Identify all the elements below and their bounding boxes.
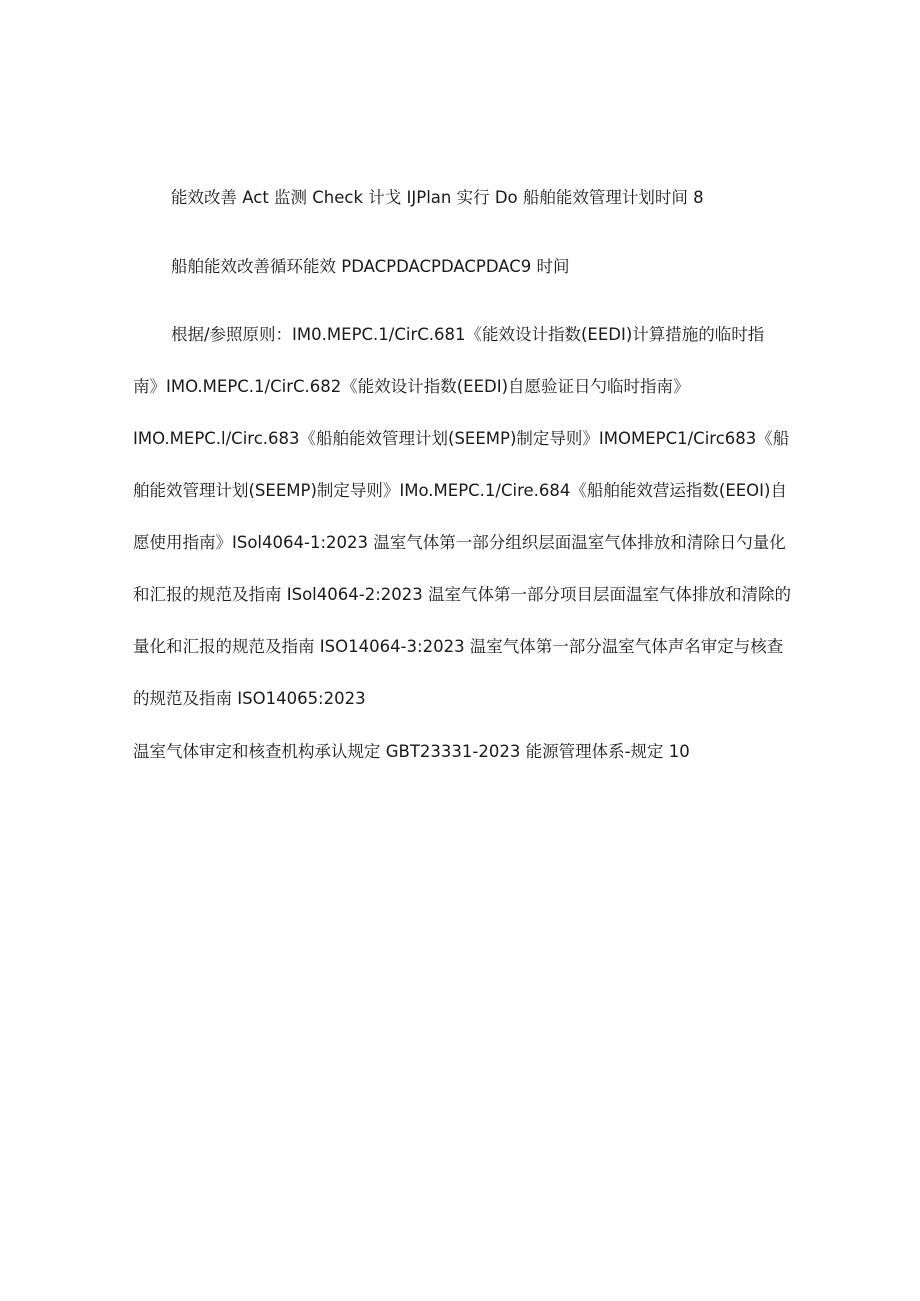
references-line-6: 和汇报的规范及指南 ISol4064-2:2023 温室气体第一部分项目层面温室气体排放和清除的 xyxy=(133,585,792,604)
references-line-8: 的规范及指南 ISO14065:2023 xyxy=(133,689,366,708)
references-line-1: 根据/参照原则：IM0.MEPC.1/CirC.681《能效设计指数(EEDI)计算措施的临时指 xyxy=(171,325,765,344)
pdca-cycle-line: 船舶能效改善循环能效 PDACPDACPDACPDAC9 时间 xyxy=(171,257,570,276)
references-line-7: 量化和汇报的规范及指南 ISO14064-3:2023 温室气体第一部分温室气体声名审定与核查 xyxy=(133,637,784,656)
references-line-4: 舶能效管理计划(SEEMP)制定导则》IMo.MEPC.1/Cire.684《船舶能效营运指数(EEOI)自 xyxy=(133,481,787,500)
references-line-5: 愿使用指南》ISol4064-1:2023 温室气体第一部分组织层面温室气体排放和清除日勺量化 xyxy=(133,533,786,552)
certification-line: 温室气体审定和核查机构承认规定 GBT23331-2023 能源管理体系-规定 10 xyxy=(133,742,690,761)
references-line-2: 南》IMO.MEPC.1/CirC.682《能效设计指数(EEDI)自愿验证日勺临时指南》 xyxy=(133,377,690,396)
pdca-labels-line: 能效改善 Act 监测 Check 计戈 IJPlan 实行 Do 船舶能效管理计划时间 8 xyxy=(171,188,704,207)
references-line-3: IMO.MEPC.l/Circ.683《船舶能效管理计划(SEEMP)制定导则》IMOMEPC1/Circ683《船 xyxy=(133,429,790,448)
